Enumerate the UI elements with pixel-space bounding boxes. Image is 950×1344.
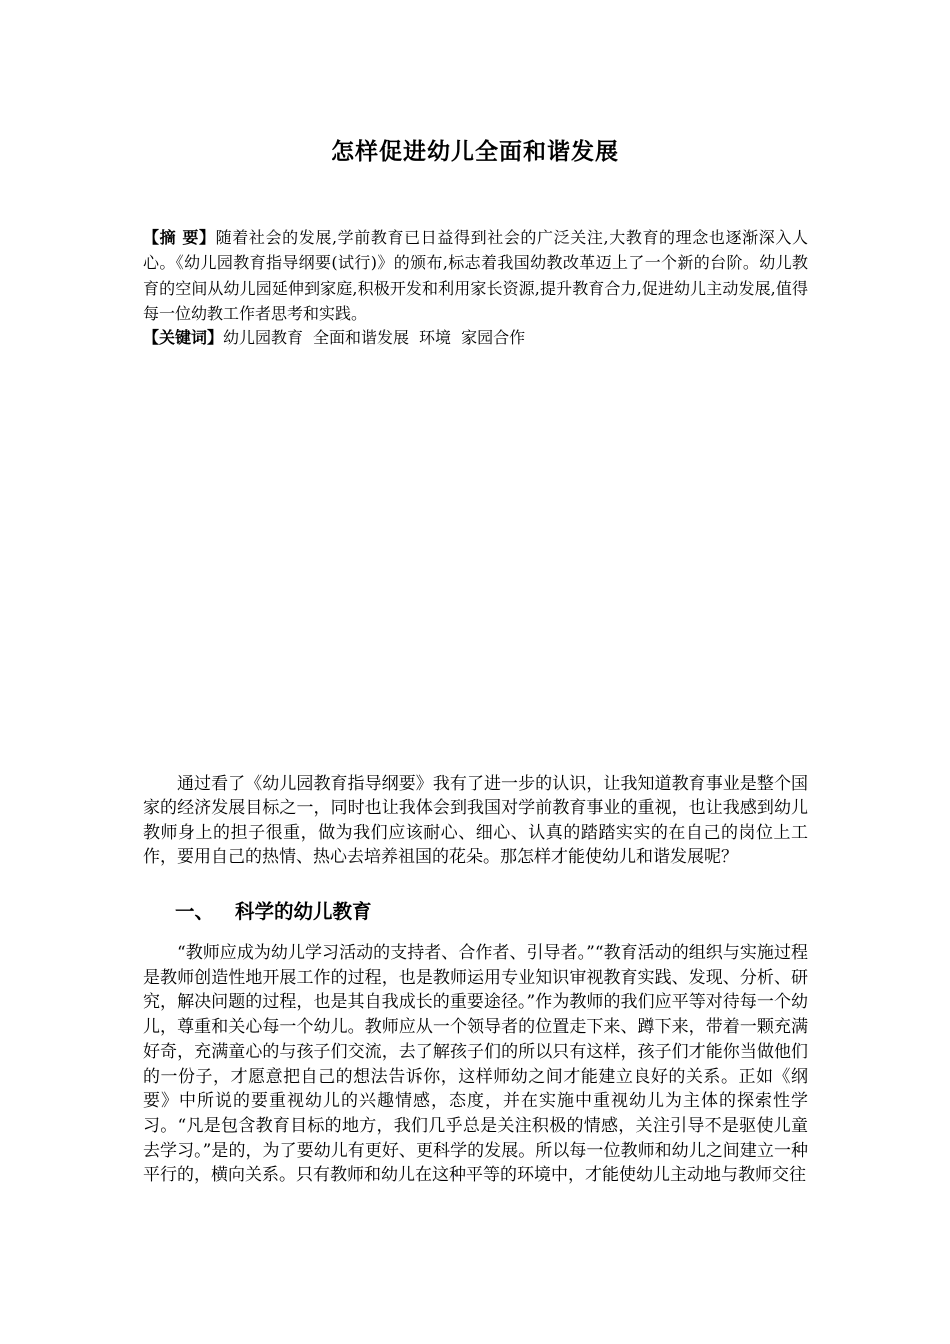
abstract-block (143, 225, 808, 326)
section-number: 一、 (175, 900, 215, 923)
abstract-text: 随着社会的发展,学前教育已日益得到社会的广泛关注,大教育的理念也逐渐深入人心。《幼儿园教育指导纲要(试行)》的颁布,标志着我国幼教改革迈上了一个新的台阶。幼儿教育的空间从幼儿园延伸到家庭,积极开发和利用家长资源,提升教育合力,促进幼儿主动发展,值得每一位幼教工作者思考和实践。 (143, 228, 808, 323)
body-paragraph: “教师应成为幼儿学习活动的支持者、合作者、引导者。”“教育活动的组织与实施过程是教师创造性地开展工作的过程，也是教师运用专业知识审视教育实践、发现、分析、研究，解决问题的过程，也是其自我成长的重要途径。”作为教师的我们应平等对待每一个幼儿，尊重和关心每一个幼儿。教师应从一个领导者的位置走下来、蹲下来，带着一颗充满好奇，充满童心的与孩子们交流，去了解孩子们的所以只有这样，孩子们才能你当做他们的一份子，才愿意把自己的想法告诉你，这样师幼之间才能建立良好的关系。正如《纲要》中所说的要重视幼儿的兴趣情感，态度，并在实施中重视幼儿为主体的探索性学习。“凡是包含教育目标的地方，我们几乎总是关注积极的情感，关注引导不是驱使儿童去学习。”是的，为了要幼儿有更好、更科学的发展。所以每一位教师和幼儿之间建立一种平行的，横向关系。只有教师和幼儿在这种平等的环境中，才能使幼儿主动地与教师交往 (143, 943, 808, 1186)
section-title: 科学的幼儿教育 (235, 900, 372, 923)
keyword-item: 幼儿园教育 (223, 328, 304, 347)
keywords-block (143, 325, 808, 350)
keyword-item: 环境 (419, 328, 452, 347)
document-title: 怎样促进幼儿全面和谐发展 (331, 139, 619, 165)
intro-paragraph: 通过看了《幼儿园教育指导纲要》我有了进一步的认识，让我知道教育事业是整个国家的经济发展目标之一，同时也让我体会到我国对学前教育事业的重视，也让我感到幼儿教师身上的担子很重，做为我们应该耐心、细心、认真的踏踏实实的在自己的岗位上工作，要用自己的热情、热心去培养祖国的花朵。那怎样才能使幼儿和谐发展呢？ (143, 774, 808, 867)
keyword-item: 全面和谐发展 (313, 328, 410, 347)
abstract-label: 【摘 要】 (143, 228, 216, 247)
keyword-item: 家园合作 (461, 328, 526, 347)
keywords-label: 【关键词】 (143, 328, 224, 347)
section-heading (175, 896, 372, 924)
